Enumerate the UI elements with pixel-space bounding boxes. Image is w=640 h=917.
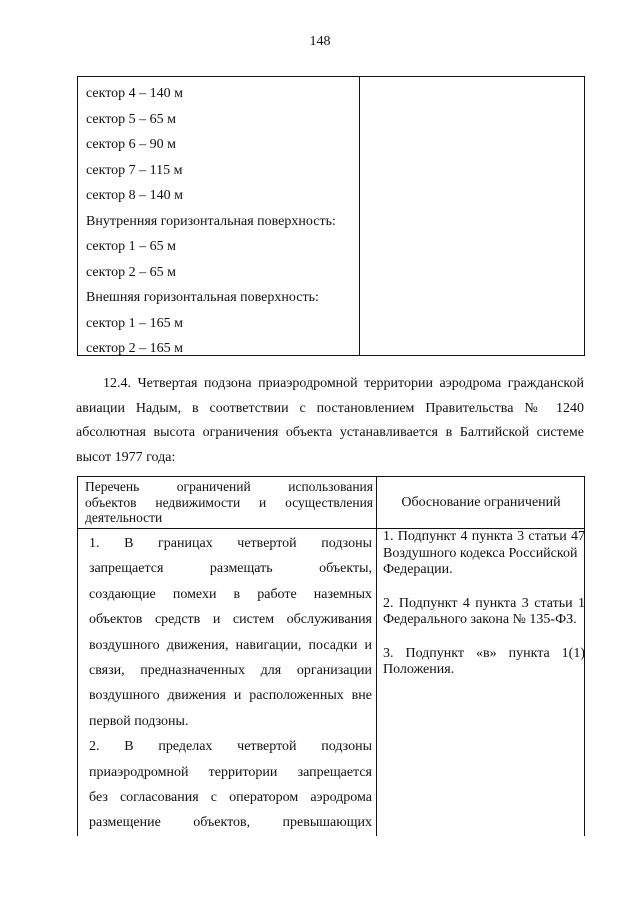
table-column-divider [376, 477, 377, 836]
paragraph-line: высот 1977 года: [76, 449, 176, 465]
restriction-line: первой подзоны. [89, 713, 189, 729]
restrictions-table [77, 476, 585, 836]
table-column-divider [359, 77, 360, 355]
restriction-line: без согласования с оператором аэродрома [89, 790, 372, 806]
section-paragraph [76, 372, 584, 470]
justification-line: 1. Подпункт 4 пункта 3 статьи 47 [383, 529, 585, 544]
sector-line: сектор 4 – 140 м [86, 86, 184, 101]
justification-line: Воздушного кодекса Российской [383, 545, 578, 561]
justification-line: 3. Подпункт «в» пункта 1(1) [383, 645, 585, 661]
restriction-line: 1. В границах четвертой подзоны [89, 536, 372, 551]
justification-line: 2. Подпункт 4 пункта 3 статьи 1 [383, 595, 585, 611]
justification-line: Федерального закона № 135-ФЗ. [383, 612, 577, 627]
header-restrictions-list [85, 479, 373, 526]
restriction-line: 2. В пределах четвертой подзоны [89, 739, 372, 755]
restriction-line: размещение объектов, превышающих [89, 815, 372, 831]
height-sectors-table [77, 76, 585, 356]
sector-line: сектор 6 – 90 м [86, 137, 177, 152]
paragraph-line: абсолютная высота ограничения объекта устанавливается в Балтийской системе [76, 425, 584, 440]
justification-text [383, 529, 585, 696]
sector-line: сектор 2 – 165 м [86, 341, 184, 356]
sector-line: сектор 1 – 65 м [86, 239, 177, 254]
justification-item [383, 646, 585, 679]
sector-line: сектор 5 – 65 м [86, 111, 177, 127]
restriction-line: воздушного движения и расположенных вне [89, 688, 372, 704]
paragraph-line: 12.4. Четвертая подзона приаэродромной территории аэродрома гражданской [103, 376, 584, 391]
surface-heading: Внутренняя горизонтальная поверхность: [86, 213, 336, 229]
justification-line: Положения. [383, 662, 455, 677]
restriction-line: воздушного движения, навигации, посадки и [89, 637, 372, 653]
surface-heading: Внешняя горизонтальная поверхность: [86, 290, 319, 305]
header-line: Перечень ограничений использования [85, 479, 373, 494]
table-cell-left [86, 81, 356, 362]
paragraph-line: авиации Надым, в соответствии с постановлением Правительства № 1240 [76, 400, 584, 416]
sector-line: сектор 1 – 165 м [86, 315, 184, 331]
header-justification: Обоснование ограничений [401, 494, 561, 510]
sector-line: сектор 2 – 65 м [86, 264, 177, 280]
restrictions-text [89, 531, 372, 836]
justification-item [383, 529, 585, 579]
header-line: деятельности [85, 510, 163, 525]
restriction-line: приаэродромной территории запрещается [89, 764, 372, 780]
restriction-line: связи, предназначенных для организации [89, 663, 372, 679]
sector-line: сектор 8 – 140 м [86, 188, 184, 203]
header-line: объектов недвижимости и осуществления [85, 494, 373, 510]
justification-line: Федерации. [383, 562, 453, 577]
restriction-line: создающие помехи в работе наземных [89, 586, 372, 602]
sector-line: сектор 7 – 115 м [86, 162, 183, 178]
restriction-line: запрещается размещать объекты, [89, 561, 372, 577]
page-number: 148 [309, 34, 331, 49]
restriction-line: объектов средств и систем обслуживания [89, 612, 372, 628]
justification-item [383, 596, 585, 629]
